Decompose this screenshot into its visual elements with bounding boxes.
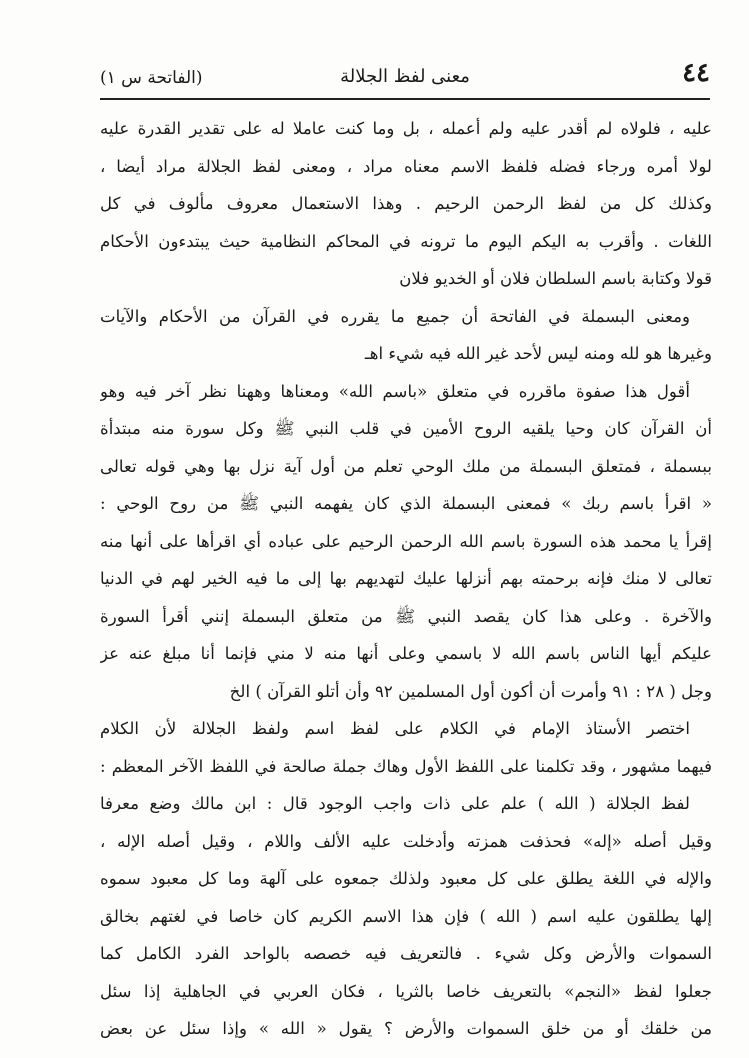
text-line: قولا وكتابة باسم السلطان فلان أو الخديو فلان	[399, 269, 712, 288]
page-number: ٤٤	[682, 58, 710, 88]
text-line: أن القرآن كان وحيا يلقيه الروح الأمين في قلب النبي ﷺ وكل سورة منه مبتدأة	[100, 419, 712, 438]
text-line: والآخرة . وعلى هذا كان يقصد النبي ﷺ من متعلق البسملة إنني أقرأ السورة	[100, 606, 712, 626]
text-line: من خلقك أو من خلق السموات والأرض ؟ يقول « الله » وإذا سئل عن بعض	[100, 1019, 712, 1038]
text-line: وقيل أصله «إله» فحذفت همزته وأدخلت عليه الألف واللام ، وقيل أصله الإله ،	[100, 831, 712, 851]
page-header	[100, 60, 710, 96]
text-line: وجل ( ٢٨ : ٩١ وأمرت أن أكون أول المسلمين ٩٢ وأن أتلو القرآن ) الخ	[229, 681, 712, 701]
text-line: تعالى لا منك فإنه برحمته بهم أنزلها عليك لتهديهم بها إلى ما فيه الخير لهم في الدنيا	[100, 569, 712, 588]
running-title: معنى لفظ الجلالة	[340, 66, 470, 87]
text-line: « اقرأ باسم ربك » فمعنى البسملة الذي كان يفهمه النبي ﷺ من روح الوحي :	[100, 494, 712, 513]
text-line: لفظ الجلالة ( الله ) علم على ذات واجب الوجود قال : ابن مالك وضع معرفا	[100, 794, 690, 813]
text-line: عليكم أيها الناس باسم الله لا باسمي وعلى أنها منه لا مني فإنما أنا مبلغ عنه عز	[100, 644, 712, 663]
header-rule	[100, 98, 710, 100]
text-line: وغيرها هو لله ومنه ليس لأحد غير الله فيه شيء اهـ	[364, 344, 712, 363]
text-line: أقول هذا صفوة ماقرره في متعلق «باسم الله» ومعناها وههنا نظر آخر فيه وهو	[100, 381, 690, 401]
text-line: والإله في اللغة يطلق على كل معبود ولذلك جمعوه على آلهة وما كل معبود سموه	[100, 869, 712, 888]
text-line: السموات والأرض وكل شيء . فالتعريف فيه خصصه بالواحد الفرد الكامل كما	[100, 944, 712, 963]
text-line: اللغات . وأقرب به اليكم اليوم ما ترونه في المحاكم النظامية حيث يبتدءون الأحكام	[100, 231, 712, 251]
text-line: عليه ، فلولاه لم أقدر عليه ولم أعمله ، بل وما كنت عاملا له على تقدير القدرة عليه	[100, 119, 712, 138]
text-line: وكذلك كل من لفظ الرحمن الرحيم . وهذا الاستعمال معروف مألوف في كل	[100, 194, 712, 213]
surah-reference: (الفاتحة س ١)	[100, 68, 203, 88]
text-line: اختصر الأستاذ الإمام في الكلام على لفظ اسم ولفظ الجلالة لأن الكلام	[100, 719, 690, 738]
body-text	[100, 110, 712, 1048]
text-line: ببسملة ، فمتعلق البسملة من ملك الوحي تعلم من أول آية نزل بها وهي قوله تعالى	[100, 456, 712, 476]
text-line: لولا أمره ورجاء فضله فلفظ الاسم معناه مراد ، ومعنى لفظ الجلالة مراد أيضا ،	[100, 156, 712, 176]
text-line: فيهما مشهور ، وقد تكلمنا على اللفظ الأول وهاك جملة صالحة في اللفظ الآخر المعظم :	[100, 756, 712, 776]
text-line: إلها يطلقون عليه اسم ( الله ) فإن هذا الاسم الكريم كان خاصا في لغتهم بخالق	[100, 906, 712, 926]
text-line: إقرأ يا محمد هذه السورة باسم الله الرحمن الرحيم على عباده أي اقرأها على أنها منه	[100, 531, 712, 551]
text-line: جعلوا لفظ «النجم» بالتعريف خاصا بالثريا ، فكان العربي في الجاهلية إذا سئل	[100, 981, 712, 1001]
text-line: ومعنى البسملة في الفاتحة أن جميع ما يقرره في القرآن من الأحكام والآيات	[100, 306, 690, 326]
